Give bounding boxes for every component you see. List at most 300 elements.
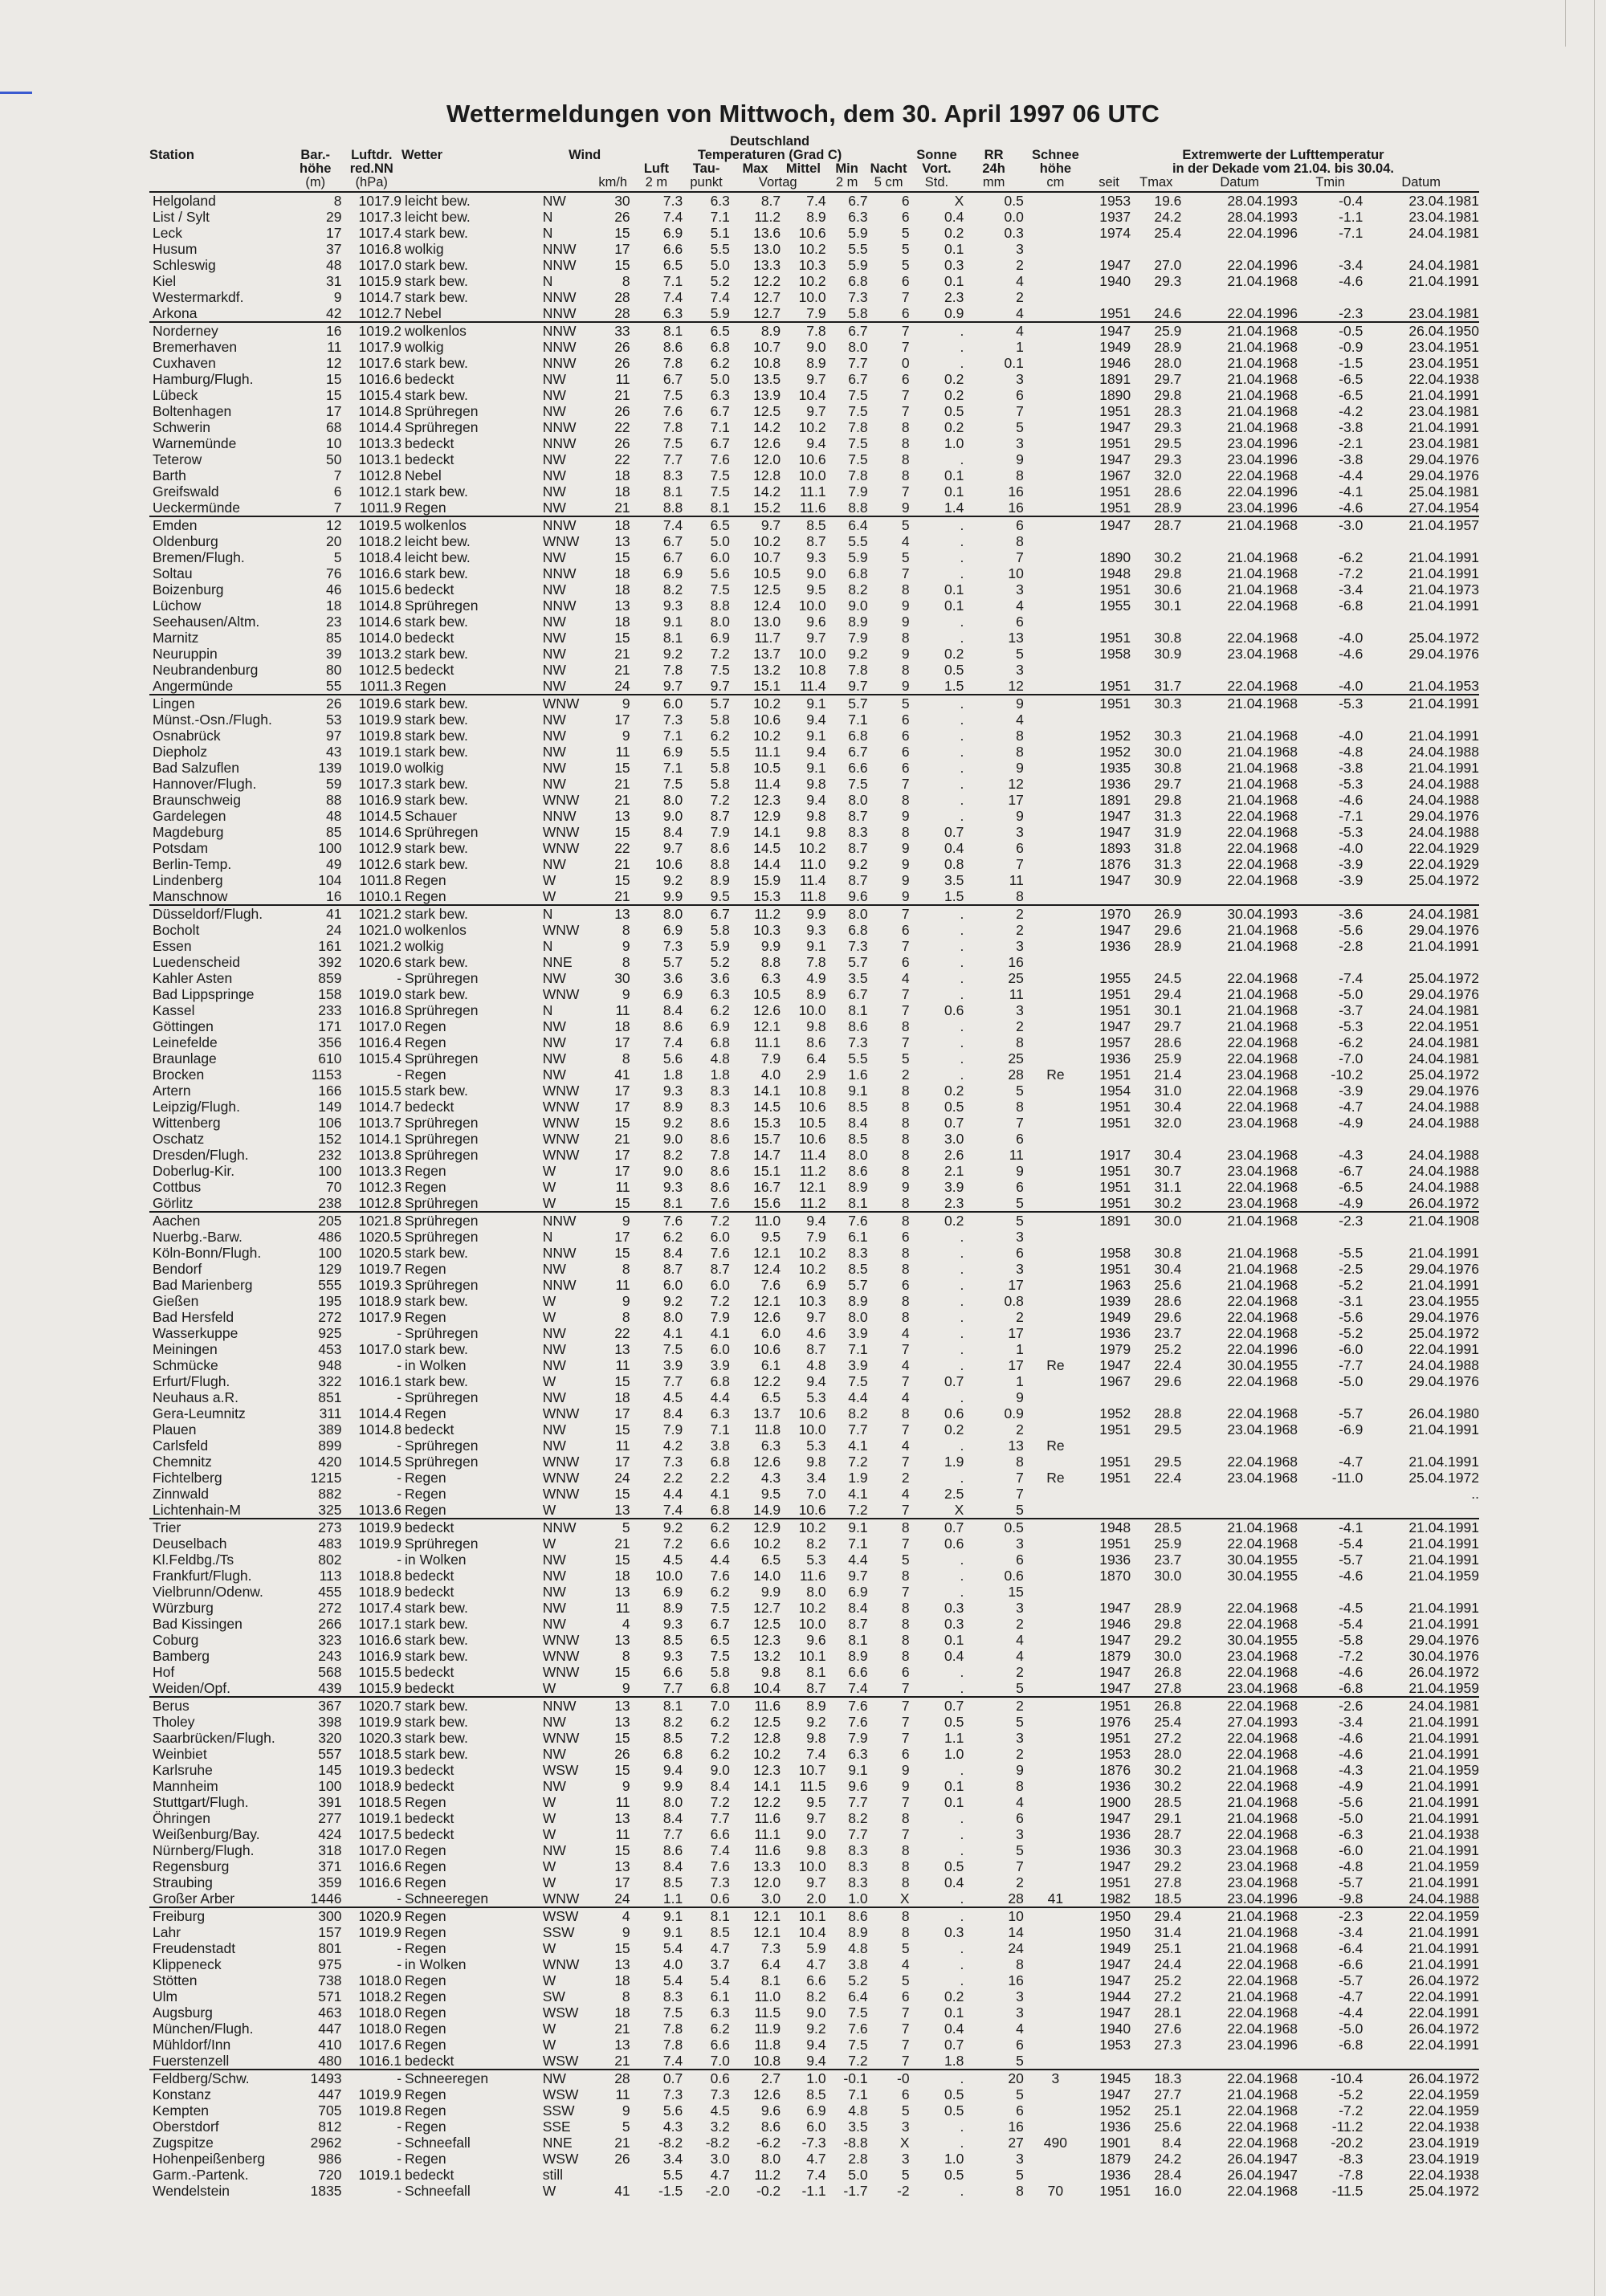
tmin: -4.6 <box>1339 273 1363 289</box>
pressure: 1015.6 <box>358 581 402 597</box>
temp-min: 8.1 <box>826 1195 868 1212</box>
temp-mean: 9.3 <box>806 922 826 938</box>
weather: Sprühregen <box>405 1535 479 1552</box>
sunshine: 0.2 <box>944 387 964 403</box>
tmax: 28.7 <box>1154 517 1182 533</box>
temp-dewpoint: 4.7 <box>710 2167 730 2183</box>
record-since: 1951 <box>1099 1730 1131 1746</box>
tmin-date <box>1363 1389 1479 1405</box>
temp-mean: 10.0 <box>798 597 826 614</box>
wind-speed: 15 <box>614 1115 630 1131</box>
temp-min: 7.5 <box>848 403 868 419</box>
temp-dewpoint: 7.5 <box>710 1648 730 1664</box>
temp-night: 3 <box>901 2119 910 2135</box>
temp-dewpoint: 7.5 <box>710 467 730 483</box>
tmax-date: 22.04.1968 <box>1227 1600 1298 1616</box>
wind-dir: W <box>542 1535 556 1552</box>
pressure: 1016.6 <box>358 371 402 387</box>
temp-dewpoint: 7.6 <box>710 451 730 467</box>
sunshine: 0.1 <box>944 2004 964 2021</box>
sunshine: 0.1 <box>944 467 964 483</box>
sunshine: 0.5 <box>944 403 964 419</box>
pressure: 1015.5 <box>358 1664 402 1680</box>
record-since: 1944 <box>1099 1988 1131 2004</box>
tmax: 29.2 <box>1154 1632 1182 1648</box>
tmax-date <box>1181 533 1298 549</box>
station-name: Diepholz <box>153 744 208 760</box>
col-since: seit <box>1087 176 1131 192</box>
wind-dir: NW <box>542 744 566 760</box>
tmin: -2.5 <box>1339 1261 1363 1277</box>
temp-mean: 9.0 <box>806 1826 826 1842</box>
pressure: 1014.6 <box>358 824 402 840</box>
temp-dewpoint: 6.2 <box>710 728 730 744</box>
wind-speed: 15 <box>614 824 630 840</box>
pressure: 1013.1 <box>358 451 402 467</box>
tmin-date: 25.04.1972 <box>1408 970 1479 986</box>
tmin: -3.9 <box>1339 1083 1363 1099</box>
table-row <box>149 451 1479 467</box>
wind-speed: 8 <box>622 273 630 289</box>
station-name: Erfurt/Flugh. <box>153 1373 230 1389</box>
temp-mean: 4.7 <box>806 2151 826 2167</box>
weather: Sprühregen <box>402 1195 540 1212</box>
temp-night: 8 <box>901 1858 910 1874</box>
pressure: 1018.9 <box>358 1293 402 1309</box>
tmin-date: 26.04.1972 <box>1363 1195 1479 1212</box>
weather: stark bew. <box>405 1730 468 1746</box>
wind-dir: NW <box>542 1034 566 1050</box>
tmin: -3.9 <box>1339 872 1363 888</box>
temp-mean: 7.4 <box>806 1746 826 1762</box>
temp-air: 7.4 <box>662 517 683 533</box>
tmax-date: 21.04.1968 <box>1227 760 1298 776</box>
snow-depth <box>1024 1405 1087 1421</box>
weather: bedeckt <box>405 1810 454 1826</box>
tmin: -2.3 <box>1298 305 1363 322</box>
precip: 4 <box>1016 712 1024 728</box>
weather: stark bew. <box>405 1083 468 1099</box>
temp-min: 6.7 <box>848 371 868 387</box>
tmin-date: 21.04.1991 <box>1408 597 1479 614</box>
sunshine: 2.3 <box>944 289 964 305</box>
temp-night: 4 <box>901 1389 910 1405</box>
tmin-date: 24.04.1981 <box>1408 906 1479 922</box>
temp-min: 7.8 <box>848 662 868 678</box>
snow-depth <box>1024 1163 1087 1179</box>
station-name: Dresden/Flugh. <box>153 1147 249 1163</box>
station-name: Münst.-Osn./Flugh. <box>153 712 272 728</box>
temp-max: 10.5 <box>753 986 781 1002</box>
weather: stark bew. <box>405 954 468 970</box>
station-name: Regensburg <box>153 1858 230 1874</box>
wind-speed: 8 <box>622 1050 630 1066</box>
bar-height: 100 <box>318 1163 342 1179</box>
temp-max: 12.7 <box>753 1600 781 1616</box>
bar-height: 24 <box>326 922 342 938</box>
temp-air: 9.1 <box>662 614 683 630</box>
bar-height: 1835 <box>310 2183 342 2199</box>
record-since: 1955 <box>1099 970 1131 986</box>
bar-height: 70 <box>326 1179 342 1195</box>
temp-dewpoint: 6.2 <box>710 1519 730 1535</box>
temp-mean: 9.1 <box>806 728 826 744</box>
snow-depth <box>1024 776 1087 792</box>
sunshine: . <box>960 1018 964 1034</box>
temp-air: 8.4 <box>662 1245 683 1261</box>
record-since: 1952 <box>1099 728 1131 744</box>
tmax: 30.1 <box>1154 597 1182 614</box>
tmax-date: 22.04.1968 <box>1227 1309 1298 1325</box>
tmin: -6.7 <box>1339 1163 1363 1179</box>
sunshine: . <box>960 1229 964 1245</box>
temp-max: 15.3 <box>753 1115 781 1131</box>
weather: stark bew. <box>405 1632 468 1648</box>
tmax <box>1131 1486 1181 1502</box>
temp-max: 10.2 <box>753 695 781 712</box>
temp-air: 7.7 <box>630 1680 683 1697</box>
temp-air: 8.8 <box>630 500 683 516</box>
bar-height: 68 <box>326 419 342 435</box>
temp-max: 9.7 <box>760 517 781 533</box>
station-name: Bad Lippspringe <box>153 986 255 1002</box>
temp-min: 7.3 <box>848 1034 868 1050</box>
pressure: 1013.8 <box>358 1147 402 1163</box>
temp-dewpoint: 5.2 <box>710 273 730 289</box>
tmin: -4.5 <box>1339 1600 1363 1616</box>
table-row <box>149 516 1479 533</box>
bar-height: 320 <box>318 1730 342 1746</box>
tmin: -9.8 <box>1298 1890 1363 1907</box>
precip: 6 <box>1016 2102 1024 2119</box>
wind-speed: 11 <box>615 1826 630 1842</box>
temp-min: 7.2 <box>826 1502 868 1519</box>
weather: stark bew. <box>405 387 468 403</box>
table-row <box>149 856 1479 872</box>
wind-dir: NW <box>542 1552 566 1568</box>
table-row <box>149 1245 1479 1261</box>
table-row <box>149 1972 1479 1988</box>
tmin-date: 30.04.1976 <box>1408 1648 1479 1664</box>
temp-dewpoint: 6.8 <box>683 1502 730 1519</box>
snow-depth <box>1024 1956 1087 1972</box>
temp-night: 9 <box>901 597 910 614</box>
temp-max: 13.7 <box>753 1405 781 1421</box>
tmax-date: 21.04.1968 <box>1227 1261 1298 1277</box>
tmin-date: 21.04.1991 <box>1408 273 1479 289</box>
record-since: 1947 <box>1099 922 1131 938</box>
temp-dewpoint: 7.6 <box>710 1858 730 1874</box>
table-row <box>149 1810 1479 1826</box>
tmax-date: 23.04.1996 <box>1227 451 1298 467</box>
snow-depth <box>1024 435 1087 451</box>
table-row <box>149 662 1479 678</box>
table-row <box>149 1486 1479 1502</box>
wind-speed: 8 <box>622 1261 630 1277</box>
temp-mean: 10.2 <box>798 840 826 856</box>
tmin <box>1298 888 1363 905</box>
tmax-date <box>1181 1389 1298 1405</box>
precip: 8 <box>1016 2183 1024 2199</box>
precip: 9 <box>1016 451 1024 467</box>
snow-depth <box>1024 1972 1087 1988</box>
record-since <box>1087 888 1131 905</box>
weather: stark bew. <box>405 1746 468 1762</box>
snow-depth <box>1024 1616 1087 1632</box>
pressure: - <box>397 2151 402 2167</box>
bar-height: 157 <box>318 1924 342 1940</box>
weather: Regen <box>405 1988 446 2004</box>
temp-air: 9.0 <box>662 1131 683 1147</box>
temp-night: 7 <box>901 1698 910 1714</box>
table-row <box>149 2021 1479 2037</box>
table-row <box>149 209 1479 225</box>
weather: Regen <box>405 1179 446 1195</box>
tmax-date: 22.04.1968 <box>1227 824 1298 840</box>
weather: stark bew. <box>405 483 468 500</box>
temp-mean: 9.7 <box>806 630 826 646</box>
station-name: Leipzig/Flugh. <box>153 1099 240 1115</box>
record-since: 1890 <box>1099 387 1131 403</box>
wind-speed: 15 <box>614 257 630 273</box>
temp-dewpoint: 6.8 <box>710 1034 730 1050</box>
precip: 7 <box>1016 1486 1024 1502</box>
temp-max: 10.8 <box>730 2053 781 2070</box>
tmin: -10.2 <box>1331 1066 1363 1083</box>
bar-height: 948 <box>318 1357 342 1373</box>
temp-max: 8.0 <box>760 2151 781 2167</box>
table-row <box>149 1405 1479 1421</box>
weather: Regen <box>405 1470 446 1486</box>
temp-min: 3.8 <box>848 1956 868 1972</box>
table-row <box>149 808 1479 824</box>
temp-dewpoint: 4.7 <box>710 1940 730 1956</box>
temp-max: 7.9 <box>760 1050 781 1066</box>
tmax-date: 21.04.1968 <box>1227 339 1298 355</box>
table-row <box>149 824 1479 840</box>
record-since: 1947 <box>1099 257 1131 273</box>
tmax: 30.3 <box>1154 728 1182 744</box>
tmin-date: 22.04.1938 <box>1408 2119 1479 2135</box>
temp-max: 10.2 <box>753 728 781 744</box>
temp-night: 7 <box>868 2053 910 2070</box>
weather: stark bew. <box>405 289 468 305</box>
wind-speed: 26 <box>614 209 630 225</box>
temp-night: 9 <box>868 888 910 905</box>
record-since: 1951 <box>1087 305 1131 322</box>
table-row <box>149 1357 1479 1373</box>
wind-dir: NW <box>542 1066 566 1083</box>
temp-max: 12.3 <box>753 1762 781 1778</box>
weather: Sprühregen <box>405 970 479 986</box>
record-since: 1970 <box>1099 906 1131 922</box>
bar-height: 10 <box>326 435 342 451</box>
temp-dewpoint: 7.9 <box>710 824 730 840</box>
record-since: 1947 <box>1099 1632 1131 1648</box>
tmin: -4.3 <box>1339 1147 1363 1163</box>
temp-mean: 8.0 <box>806 1584 826 1600</box>
precip: 0.9 <box>1004 1405 1024 1421</box>
temp-min: 8.7 <box>848 808 868 824</box>
tmin-date: 21.04.1991 <box>1408 1277 1479 1293</box>
tmin: -4.6 <box>1339 1730 1363 1746</box>
temp-mean: 9.7 <box>806 371 826 387</box>
wind-dir: NW <box>542 483 566 500</box>
bar-height: 16 <box>289 888 342 905</box>
wind-dir: NW <box>542 1438 566 1454</box>
bar-height: 12 <box>326 355 342 371</box>
wind-dir: NW <box>542 1018 566 1034</box>
tmax: 21.4 <box>1154 1066 1182 1083</box>
bar-height: 2962 <box>310 2135 342 2151</box>
temp-max: 14.0 <box>753 1568 781 1584</box>
record-since: 1948 <box>1099 565 1131 581</box>
temp-mean: 9.2 <box>806 1714 826 1730</box>
temp-night: 7 <box>901 2021 910 2037</box>
snow-depth <box>1024 1697 1087 1714</box>
tmin-date: 23.04.1981 <box>1408 403 1479 419</box>
weather: Regen <box>405 1066 446 1083</box>
pressure: 1017.9 <box>358 339 402 355</box>
bar-height: 738 <box>318 1972 342 1988</box>
pressure: 1015.4 <box>358 1050 402 1066</box>
station-name: Schwerin <box>153 419 210 435</box>
temp-min: 7.9 <box>848 630 868 646</box>
station-name: Bendorf <box>153 1261 202 1277</box>
precip: 7 <box>1016 1470 1024 1486</box>
precip: 9 <box>1016 808 1024 824</box>
precip: 3 <box>1016 1229 1024 1245</box>
record-since: 1957 <box>1099 1034 1131 1050</box>
tmax-date: 22.04.1968 <box>1227 1616 1298 1632</box>
tmin: -5.3 <box>1339 1018 1363 1034</box>
tmax: 27.3 <box>1154 2037 1182 2053</box>
tmin-date: 24.04.1981 <box>1408 225 1479 241</box>
temp-air: 5.6 <box>662 2102 683 2119</box>
table-row <box>149 888 1479 905</box>
precip: 0.5 <box>1004 193 1024 209</box>
pressure: 1015.5 <box>358 1083 402 1099</box>
precip: 16 <box>1008 954 1024 970</box>
unit-night: 5 cm <box>868 176 910 192</box>
precip: 7 <box>1016 1115 1024 1131</box>
snow-depth <box>1024 1293 1087 1309</box>
temp-max: 11.8 <box>754 1421 781 1438</box>
record-since: 1951 <box>1099 403 1131 419</box>
temp-max: 9.5 <box>760 1486 781 1502</box>
weather: Regen <box>405 2086 446 2102</box>
wind-dir: NW <box>542 387 566 403</box>
wind-dir: NNW <box>542 419 577 435</box>
tmin-date: 21.04.1991 <box>1408 1956 1479 1972</box>
snow-depth: Re <box>1046 1357 1065 1373</box>
pressure: 1011.9 <box>341 500 402 516</box>
temp-mean: 9.7 <box>806 1810 826 1826</box>
record-since: 1951 <box>1099 1470 1131 1486</box>
pressure: 1014.4 <box>358 419 402 435</box>
precip: 9 <box>1016 1389 1024 1405</box>
station-name: Artern <box>153 1083 191 1099</box>
tmax-date <box>1181 712 1298 728</box>
tmin-date: 25.04.1972 <box>1408 1066 1479 1083</box>
temp-dewpoint: 7.3 <box>710 1874 730 1890</box>
sunshine: . <box>960 630 964 646</box>
snow-depth <box>1024 744 1087 760</box>
wind-speed: 9 <box>622 938 630 954</box>
pressure: 1018.2 <box>358 533 402 549</box>
tmin <box>1298 533 1363 549</box>
station-name: Lindenberg <box>153 872 223 888</box>
temp-max: 11.1 <box>754 1826 781 1842</box>
tmin-date <box>1363 1229 1479 1245</box>
wind-speed: 9 <box>622 1213 630 1229</box>
temp-mean: 2.0 <box>781 1890 825 1907</box>
sunshine: 0.2 <box>944 225 964 241</box>
temp-min: 1.9 <box>848 1470 868 1486</box>
wind-dir: NNW <box>542 517 577 533</box>
record-since: 1951 <box>1099 695 1131 712</box>
temp-air: 8.5 <box>662 1730 683 1746</box>
pressure: 1021.0 <box>358 922 402 938</box>
wind-speed: 18 <box>614 614 630 630</box>
snow-depth <box>1024 1584 1087 1600</box>
station-name: Angermünde <box>149 678 289 695</box>
tmax: 28.7 <box>1154 1826 1182 1842</box>
temp-air: 5.4 <box>662 1972 683 1988</box>
tmax-date: 30.04.1993 <box>1227 906 1298 922</box>
precip: 8 <box>1016 1099 1024 1115</box>
weather: wolkig <box>405 938 444 954</box>
sunshine: 0.2 <box>944 419 964 435</box>
record-since <box>1087 1502 1131 1519</box>
temp-night: 7 <box>901 1002 910 1018</box>
temp-max: -6.2 <box>756 2135 781 2151</box>
station-name: Manschnow <box>149 888 289 905</box>
tmax: 29.3 <box>1154 419 1182 435</box>
table-row <box>149 2183 1479 2199</box>
temp-dewpoint: 8.6 <box>710 1179 730 1195</box>
record-since: 1951 <box>1099 1261 1131 1277</box>
wind-speed: 11 <box>615 1277 630 1293</box>
tmax: 30.4 <box>1154 1147 1182 1163</box>
temp-min: 6.6 <box>848 1664 868 1680</box>
precip: 8 <box>1016 1778 1024 1794</box>
precip: 12 <box>1008 776 1024 792</box>
tmin-date: 24.04.1981 <box>1408 1050 1479 1066</box>
sunshine: 1.4 <box>910 500 964 516</box>
tmax: 32.0 <box>1154 1115 1182 1131</box>
tmax: 30.4 <box>1154 1261 1182 1277</box>
wind-dir: NW <box>542 1584 566 1600</box>
table-row <box>149 273 1479 289</box>
pressure: 1018.4 <box>358 549 402 565</box>
bar-height: 463 <box>318 2004 342 2021</box>
station-name: Feldberg/Schw. <box>153 2070 250 2086</box>
temp-dewpoint: 6.7 <box>710 906 730 922</box>
temp-min: 8.3 <box>848 824 868 840</box>
temp-dewpoint: 5.5 <box>710 241 730 257</box>
tmax: 30.8 <box>1154 760 1182 776</box>
wind-dir: still <box>542 2167 563 2183</box>
tmin-date: 26.04.1972 <box>1408 1972 1479 1988</box>
pressure: 1016.6 <box>358 565 402 581</box>
wind-speed: 9 <box>622 1778 630 1794</box>
bar-height: 882 <box>318 1486 342 1502</box>
temp-air: 8.1 <box>662 323 683 339</box>
weather: stark bew. <box>405 744 468 760</box>
wind-dir: WSW <box>542 1762 579 1778</box>
wind-speed: 18 <box>614 483 630 500</box>
